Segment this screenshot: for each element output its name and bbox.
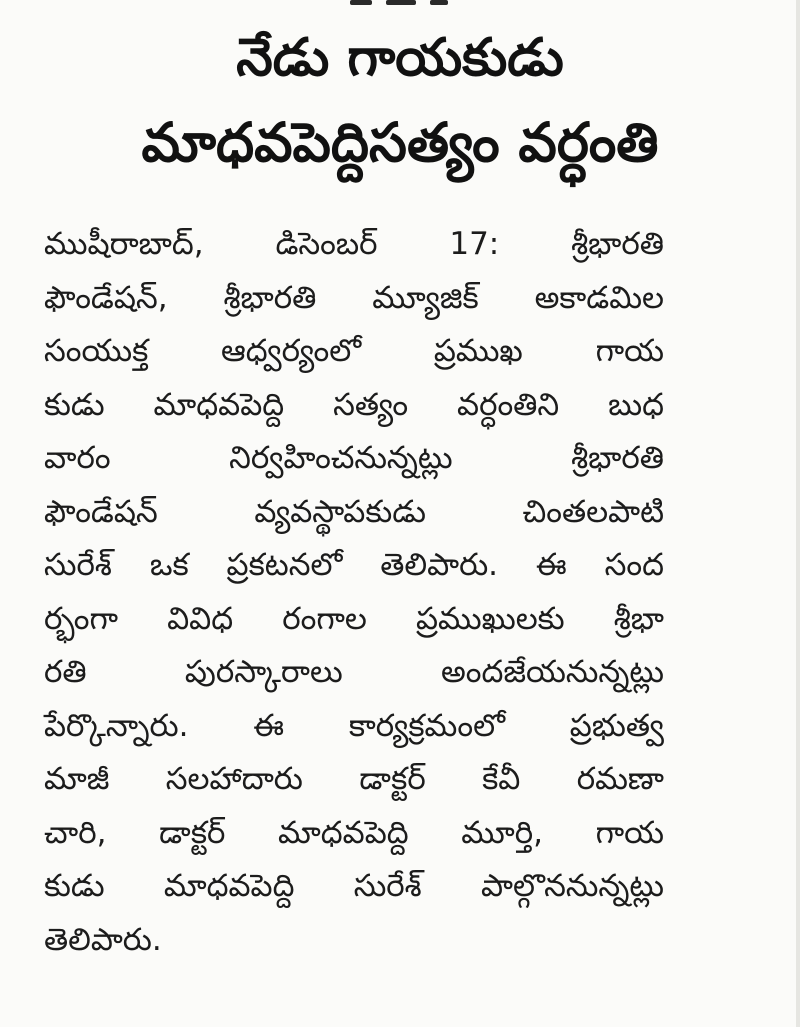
body-line: ర్భంగా వివిధ రంగాల ప్రముఖులకు శ్రీభా [44,600,664,637]
body-line: ముషీరాబాద్, డిసెంబర్ 17: శ్రీభారతి [44,226,664,262]
body-line: కుడు మాధవపెద్ది సత్యం వర్ధంతిని బుధ [44,386,664,423]
body-line: ఫౌండేషన్, శ్రీభారతి మ్యూజిక్ అకాడమిల [44,279,664,316]
body-line: సంయుక్త ఆధ్వర్యంలో ప్రముఖ గాయ [44,333,664,369]
body-line: రతి పురస్కారాలు అందజేయనున్నట్లు [44,654,664,690]
body-line: కుడు మాధవపెద్ది సురేశ్ పాల్గొననున్నట్లు [44,868,664,904]
body-line: చారి, డాక్టర్ మాధవపెద్ది మూర్తి, గాయ [44,814,664,851]
clipping-edge [796,0,800,1027]
body-line: వారం నిర్వహించనున్నట్లు శ్రీభారతి [44,440,664,476]
body-line: ఫౌండేషన్ వ్యవస్థాపకుడు చింతలపాటి [44,493,664,530]
article-headline [30,18,770,188]
body-line: సురేశ్ ఒక ప్రకటనలో తెలిపారు. ఈ సంద [44,547,664,583]
cropped-previous-text [350,0,460,8]
body-line: పేర్కొన్నారు. ఈ కార్యక్రమంలో ప్రభుత్వ [44,707,664,744]
body-line: తెలిపారు. [44,921,162,958]
headline-line-1: నేడు గాయకుడు [236,28,564,88]
headline-line-2: మాధవపెద్దిసత్యం వర్ధంతి [141,111,659,174]
body-line: మాజీ సలహాదారు డాక్టర్ కేవీ రమణా [44,761,664,797]
article-body [44,218,664,967]
